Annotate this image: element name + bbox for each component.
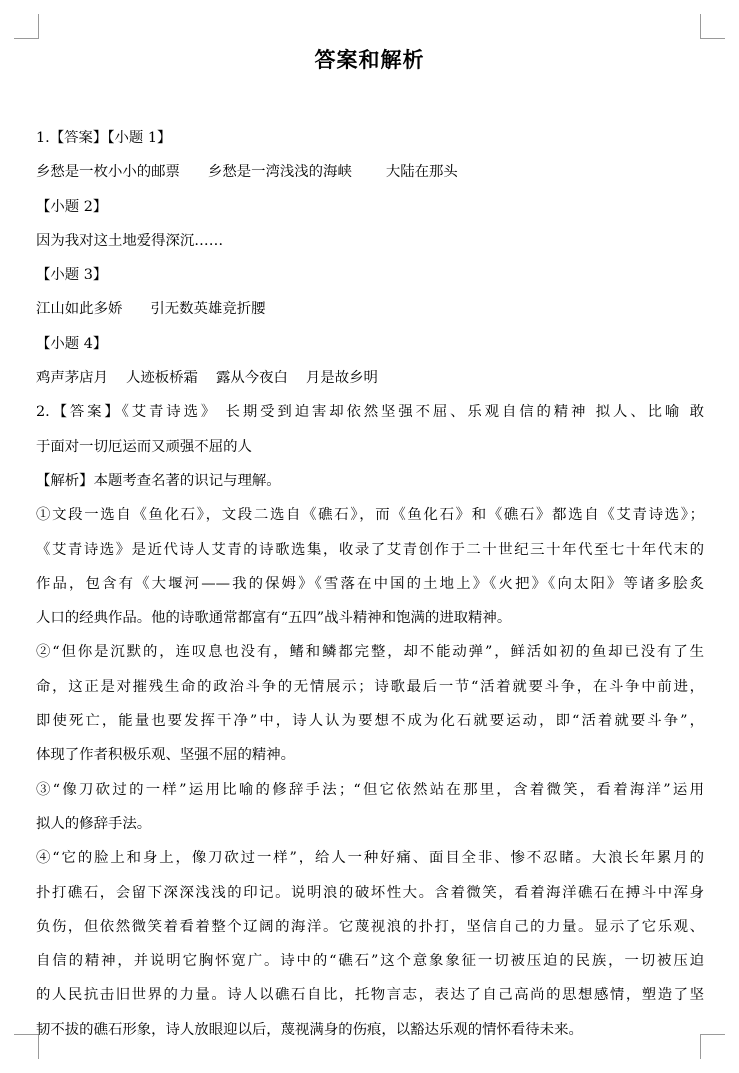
document-body xyxy=(36,121,704,1047)
q4-label: 【小题 4】 xyxy=(36,335,108,352)
answer1-sub4 xyxy=(36,361,704,395)
sub3-line-b: 引无数英雄竞折腰 xyxy=(150,301,266,318)
analysis-intro: 【解析】本题考查名著的识记与理解。 xyxy=(36,472,281,489)
q3-label: 【小题 3】 xyxy=(36,267,108,284)
para1-line: ①文段一选自《鱼化石》，文段二选自《礁石》，而《鱼化石》和《礁石》都选自《艾青诗选》； xyxy=(36,507,704,524)
crop-mark-top-right xyxy=(700,14,725,39)
para2-line: 命，这正是对摧残生命的政治斗争的无情展示；诗歌最后一节“活着就要斗争，在斗争中前进， xyxy=(36,678,704,695)
answer2-header: 2.【答案】《艾青诗选》 xyxy=(36,404,219,421)
sub1-line-a: 乡愁是一枚小小的邮票 xyxy=(36,164,180,181)
answer1-header: 1.【答案】【小题 1】 xyxy=(36,130,172,146)
answer2-part-d: 敢 xyxy=(689,404,704,421)
answer1-sub3 xyxy=(36,292,704,326)
para4-line: 负伤，但依然微笑着看着整个辽阔的海洋。它蔑视浪的扑打，坚信自己的力量。显示了它乐观、 xyxy=(36,918,704,935)
page-title: 答案和解析 xyxy=(314,47,425,72)
para4-line: 自信的精神，并说明它胸怀宽广。诗中的“礁石”这个意象象征一切被压迫的民族，一切被压迫 xyxy=(36,953,704,970)
para4-line: ④“它的脸上和身上，像刀砍过一样”，给人一种好痛、面目全非、惨不忍睹。大浪长年累月的 xyxy=(36,850,704,867)
q2-label: 【小题 2】 xyxy=(36,198,108,215)
para1-line: 作品，包含有《大堰河——我的保姆》《雪落在中国的土地上》《火把》《向太阳》等诸多脍炙 xyxy=(36,575,704,592)
sub4-line-b: 人迹板桥霜 xyxy=(125,370,198,387)
answer1-sub1 xyxy=(36,155,704,189)
para4-line: 的人民抗击旧世界的力量。诗人以礁石自比，托物言志，表达了自己高尚的思想感情，塑造了坚 xyxy=(36,987,704,1004)
para2-line: ②“但你是沉默的，连叹息也没有，鳍和鳞都完整，却不能动弹”，鲜活如初的鱼却已没有了生 xyxy=(36,644,704,661)
para1-line: 人口的经典作品。他的诗歌通常都富有“五四”战斗精神和饱满的进取精神。 xyxy=(36,610,512,627)
sub4-line-c: 露从今夜白 xyxy=(215,370,288,387)
answer2-part-c: 拟人、比喻 xyxy=(595,404,683,421)
para2-line: 即使死亡，能量也要发挥干净”中，诗人认为要想不成为化石就要运动，即“活着就要斗争”， xyxy=(36,713,704,730)
para2-line: 体现了作者积极乐观、坚强不屈的精神。 xyxy=(36,747,296,764)
sub1-line-b: 乡愁是一湾浅浅的海峡 xyxy=(207,164,352,181)
sub3-line-a: 江山如此多娇 xyxy=(36,301,123,318)
answer2-line2: 于面对一切厄运而又顽强不屈的人 xyxy=(36,438,252,455)
para1-line: 《艾青诗选》是近代诗人艾青的诗歌选集，收录了艾青创作于二十世纪三十年代至七十年代末的 xyxy=(36,541,704,558)
para3-line: ③“像刀砍过的一样”运用比喻的修辞手法；“但它依然站在那里，含着微笑，看着海洋”运用 xyxy=(36,781,704,798)
para4-line: 韧不拔的礁石形象，诗人放眼迎以后，蔑视满身的伤痕，以豁达乐观的情怀看待未来。 xyxy=(36,1021,583,1038)
answer2-header-line xyxy=(36,395,704,429)
answer2-part-b: 长期受到迫害却依然坚强不屈、乐观自信的精神 xyxy=(225,404,589,421)
sub1-line-c: 大陆在那头 xyxy=(385,164,458,181)
para3-line: 拟人的修辞手法。 xyxy=(36,815,152,832)
crop-mark-top-left xyxy=(14,14,39,39)
answer1-sub2: 因为我对这土地爱得深沉…… xyxy=(36,232,224,249)
sub4-line-a: 鸡声茅店月 xyxy=(36,370,108,387)
para4-line: 扑打礁石，会留下深深浅浅的印记。说明浪的破坏性大。含着微笑，看着海洋礁石在搏斗中浑身 xyxy=(36,884,704,901)
sub4-line-d: 月是故乡明 xyxy=(305,370,378,387)
